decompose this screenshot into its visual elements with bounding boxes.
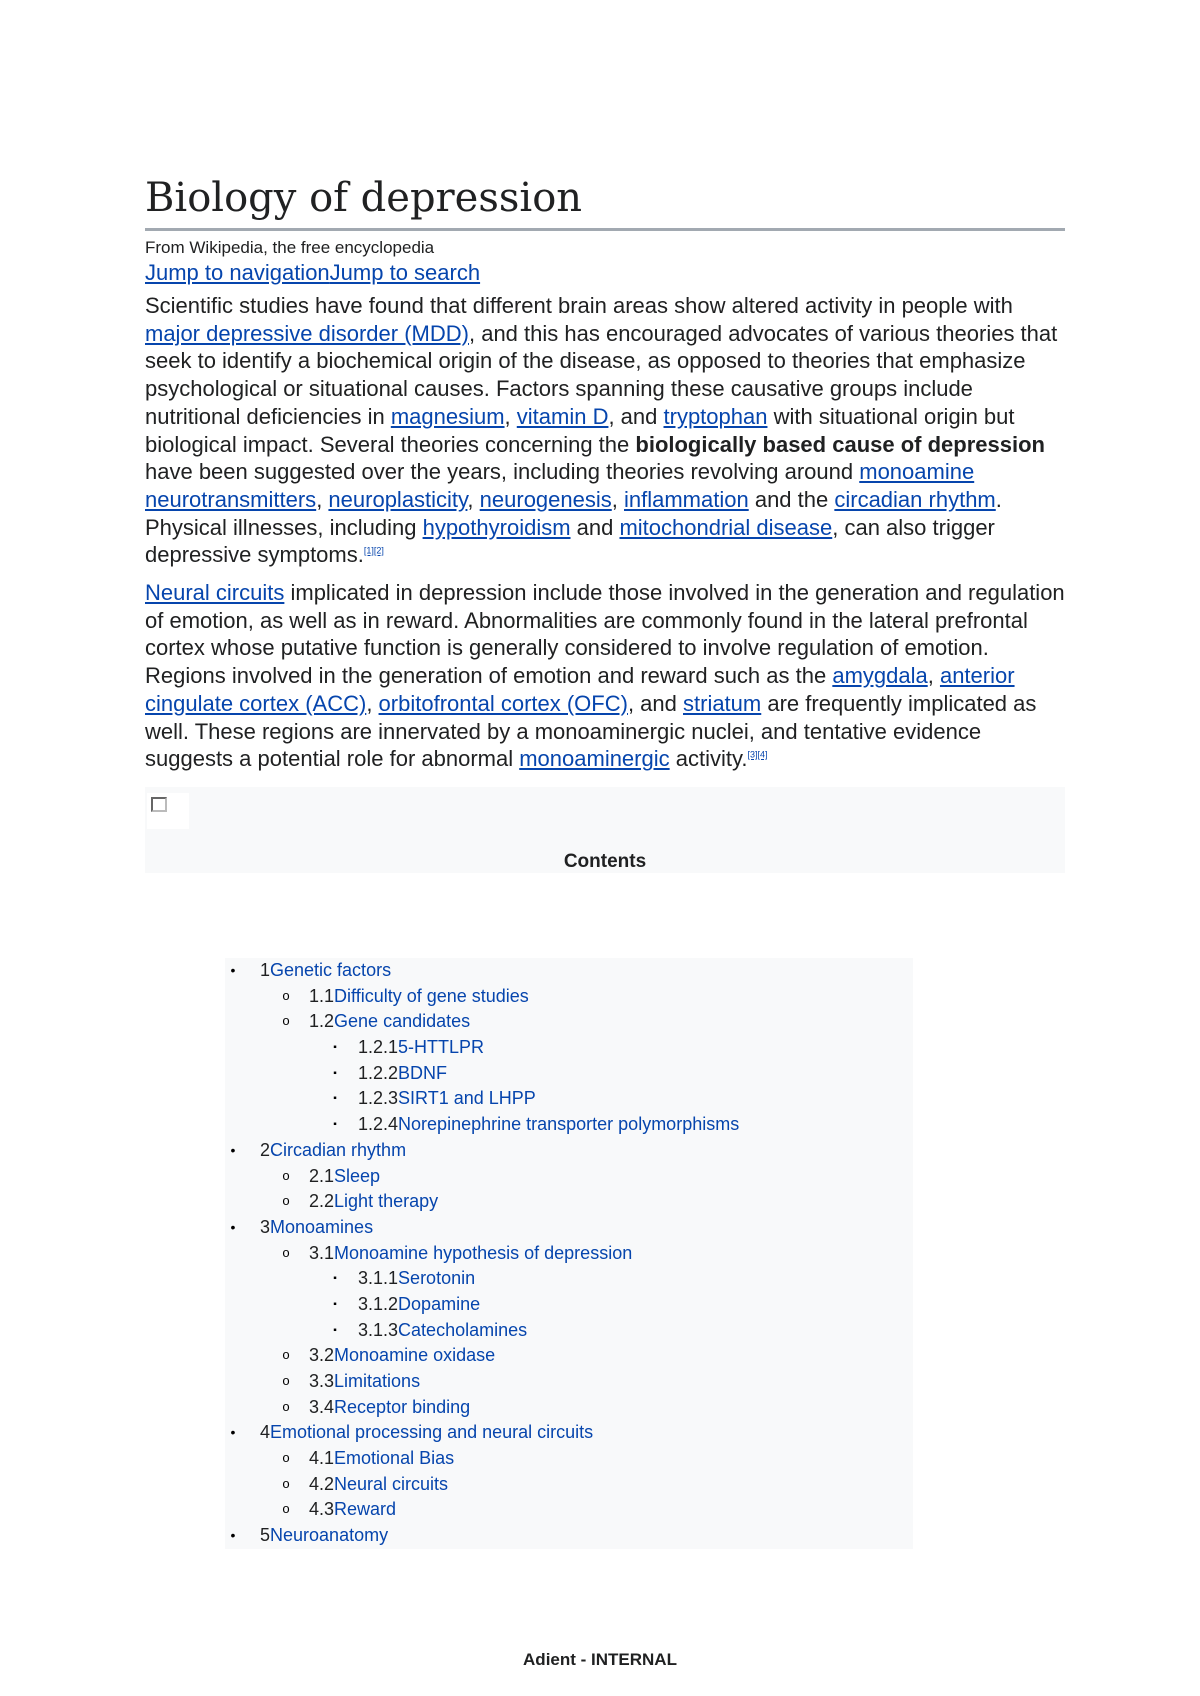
jump-to-navigation-link[interactable]: Jump to navigation: [145, 260, 330, 285]
toc-item-number: 2.2: [309, 1191, 335, 1212]
toc-bullet-icon: o: [282, 1374, 290, 1389]
toc-bullet-icon: o: [282, 1348, 290, 1364]
link-hypothyroidism[interactable]: hypothyroidism: [422, 514, 571, 540]
toc-item[interactable]: [225, 1009, 913, 1035]
toc-item-link[interactable]: SIRT1 and LHPP: [398, 1088, 536, 1109]
toc-item-number: 3.3: [309, 1371, 335, 1391]
toc-item-link[interactable]: Norepinephrine transporter polymorphisms: [398, 1114, 740, 1135]
toc-item-link[interactable]: Gene candidates: [334, 1011, 471, 1032]
toc-item-link[interactable]: Circadian rhythm: [270, 1139, 407, 1160]
toc-item-link[interactable]: 5-HTTLPR: [398, 1037, 485, 1058]
text: . Physical illnesses, including: [145, 486, 1002, 540]
toc-item-link[interactable]: Light therapy: [334, 1191, 439, 1212]
toc-item-link[interactable]: Catecholamines: [398, 1319, 528, 1340]
text: implicated in depression include those involved in the generation and regulation of emotion, as well as in reward. Abnormalities are commonly found in the lateral prefrontal cortex whose putative function is generally considered to involve regulation of emotion. Regions involved in the generation of emotion and reward such as the: [145, 580, 1065, 689]
article: [145, 170, 1065, 873]
toc-bullet-icon: ▪: [333, 1042, 337, 1054]
citation-link[interactable]: [3]: [747, 749, 758, 760]
text: ,: [611, 486, 624, 512]
toc-item[interactable]: [225, 1369, 913, 1395]
toc-bullet-icon: o: [282, 1168, 290, 1184]
toc-bullet-icon: •: [230, 962, 236, 978]
text: , and this has encouraged advocates of various theories that seek to identify a biochemical origin of the disease, as opposed to theories that emphasize psychological or situational causes. Factors spanning these causative groups include nutritional deficiencies in: [145, 320, 1058, 429]
toc-item-link[interactable]: Difficulty of gene studies: [334, 985, 529, 1006]
text: , and: [608, 403, 664, 429]
link-tryptophan[interactable]: tryptophan: [663, 403, 768, 429]
jump-to-search-link[interactable]: Jump to search: [329, 260, 481, 285]
toc-item[interactable]: [225, 1215, 913, 1241]
toc-item-link[interactable]: BDNF: [398, 1062, 448, 1083]
text: , and: [627, 690, 683, 716]
toc-item[interactable]: [225, 1497, 913, 1523]
citation-link[interactable]: [2]: [373, 546, 384, 556]
toc-bullet-icon: o: [282, 988, 290, 1004]
text: ,: [927, 663, 940, 689]
toc-item-number: 3: [260, 1216, 271, 1237]
toc-title: Contents: [563, 850, 647, 872]
citation: [364, 546, 384, 556]
toc-bullet-icon: •: [230, 1527, 236, 1544]
text: and the: [748, 486, 835, 512]
link-neurogenesis[interactable]: neurogenesis: [479, 486, 612, 512]
toc-item-number: 4.1: [309, 1448, 335, 1469]
toc-item[interactable]: [225, 1138, 913, 1164]
toc-item-number: 1.2.3: [358, 1088, 399, 1109]
page-title: Biology of depression: [145, 170, 1065, 231]
text: with situational origin but biological impact. Several theories concerning the: [145, 403, 1015, 457]
classification-footer: Adient - INTERNAL: [523, 1650, 677, 1669]
link-mitochondrial-disease[interactable]: mitochondrial disease: [619, 514, 833, 540]
toc-toggle-area: [147, 793, 189, 829]
intro-paragraph: [145, 292, 1065, 569]
toc-item-link[interactable]: Monoamine hypothesis of depression: [334, 1242, 633, 1263]
toc-item-link[interactable]: Monoamines: [270, 1216, 374, 1237]
toc-item[interactable]: [225, 1112, 913, 1138]
toc-item-number: 3.1.3: [358, 1319, 399, 1340]
text: ,: [316, 486, 329, 512]
toc-item-number: 2.1: [309, 1165, 335, 1186]
toc-header: [145, 787, 1065, 873]
jump-links: [145, 258, 1065, 288]
toc-item[interactable]: [225, 1446, 913, 1472]
toc-toggle-checkbox[interactable]: [151, 797, 167, 812]
toc-item-number: 3.1: [309, 1242, 335, 1263]
link-orbitofrontal-cortex[interactable]: orbitofrontal cortex (OFC): [378, 690, 628, 716]
toc-bullet-icon: o: [282, 1399, 290, 1415]
toc-item-link[interactable]: Limitations: [334, 1371, 421, 1391]
citation: [747, 750, 767, 760]
toc-item[interactable]: [225, 1164, 913, 1190]
toc-item-number: 2: [260, 1139, 271, 1160]
toc-item-link[interactable]: Sleep: [334, 1165, 381, 1186]
link-striatum[interactable]: striatum: [683, 690, 762, 716]
link-monoamine-neurotransmitters[interactable]: monoamine neurotransmitters: [145, 459, 975, 512]
toc-item[interactable]: [225, 1189, 913, 1215]
text: , can also trigger depressive symptoms.: [145, 514, 995, 568]
toc-bullet-icon: ▪: [333, 1093, 337, 1105]
toc-bullet-icon: o: [282, 1476, 290, 1492]
toc-bullet-icon: o: [282, 1014, 290, 1030]
toc-bullet-icon: o: [282, 1245, 290, 1261]
text: ,: [504, 403, 517, 429]
link-monoaminergic[interactable]: monoaminergic: [519, 746, 670, 772]
toc-bullet-icon: ▪: [333, 1298, 337, 1310]
text: ,: [467, 486, 480, 512]
toc-list: [225, 958, 913, 1549]
text: ,: [366, 690, 379, 716]
link-vitamin-d[interactable]: vitamin D: [516, 403, 609, 429]
toc-bullet-icon: ▪: [333, 1067, 337, 1079]
toc-item-link[interactable]: Monoamine oxidase: [334, 1345, 496, 1366]
toc-item-number: 1.1: [309, 985, 335, 1006]
toc-item-number: 3.1.1: [358, 1268, 399, 1289]
toc-bullet-icon: ▪: [333, 1273, 337, 1285]
toc-bullet-icon: ▪: [333, 1324, 337, 1336]
toc-item[interactable]: [225, 984, 913, 1010]
toc-item-link[interactable]: Receptor binding: [334, 1396, 471, 1417]
toc-item[interactable]: [225, 958, 913, 984]
toc-item-link[interactable]: Genetic factors: [270, 960, 392, 980]
link-magnesium[interactable]: magnesium: [390, 403, 505, 429]
toc-bullet-icon: ▪: [333, 1119, 337, 1131]
text: have been suggested over the years, including theories revolving around: [145, 459, 860, 485]
toc-item[interactable]: [225, 1343, 913, 1369]
toc-item[interactable]: [225, 1035, 913, 1061]
neural-circuits-paragraph: [145, 579, 1065, 773]
toc-item[interactable]: [225, 1395, 913, 1421]
toc-item-link[interactable]: Neuroanatomy: [270, 1525, 389, 1546]
text: activity.: [669, 746, 748, 772]
toc-item[interactable]: [225, 1086, 913, 1112]
link-major-depressive-disorder[interactable]: major depressive disorder (MDD): [145, 320, 469, 346]
toc-item-link[interactable]: Neural circuits: [334, 1473, 449, 1494]
toc-bullet-icon: o: [282, 1451, 290, 1467]
toc-bullet-icon: •: [230, 1218, 236, 1235]
link-anterior-cingulate-cortex[interactable]: anterior cingulate cortex (ACC): [145, 663, 1015, 716]
link-circadian-rhythm[interactable]: circadian rhythm: [834, 486, 996, 512]
link-neuroplasticity[interactable]: neuroplasticity: [328, 486, 468, 512]
toc-item-number: 4: [260, 1422, 271, 1443]
toc-item-link[interactable]: Dopamine: [398, 1293, 481, 1314]
citation-link[interactable]: [1]: [363, 546, 374, 556]
toc-item[interactable]: [225, 1420, 913, 1446]
toc-bullet-icon: •: [230, 1424, 236, 1441]
toc-item[interactable]: [225, 1061, 913, 1087]
toc-item-number: 1.2.4: [358, 1114, 399, 1135]
toc-bullet-icon: o: [282, 1194, 290, 1210]
bold-term: biologically based cause of depression: [635, 431, 1045, 457]
toc-item[interactable]: [225, 1292, 913, 1318]
toc-item-number: 3.4: [309, 1396, 335, 1417]
toc-bullet-icon: o: [282, 1502, 290, 1518]
toc-item-link[interactable]: Emotional processing and neural circuits: [270, 1422, 594, 1443]
text: are frequently implicated as well. These regions are innervated by a monoaminergic nuclei, and tentative evidence suggests a potential role for abnormal: [145, 690, 1037, 772]
toc-item-number: 1.2.2: [358, 1062, 399, 1083]
link-inflammation[interactable]: inflammation: [624, 486, 749, 512]
toc-item-number: 4.3: [309, 1499, 335, 1520]
toc-item-number: 1: [260, 960, 271, 980]
site-subtitle: From Wikipedia, the free encyclopedia: [145, 238, 435, 257]
toc-bullet-icon: •: [230, 1141, 236, 1158]
toc-item[interactable]: [225, 1318, 913, 1344]
toc-item-number: 1.2.1: [358, 1037, 399, 1058]
toc-item[interactable]: [225, 1266, 913, 1292]
link-neural-circuits[interactable]: Neural circuits: [145, 580, 285, 606]
toc-item-number: 5: [260, 1525, 271, 1546]
toc-item-number: 4.2: [309, 1473, 335, 1494]
citation-link[interactable]: [4]: [757, 749, 768, 760]
toc-item-link[interactable]: Reward: [334, 1499, 397, 1520]
link-amygdala[interactable]: amygdala: [832, 663, 928, 689]
toc-item-number: 1.2: [309, 1011, 335, 1032]
toc-item-number: 3.1.2: [358, 1293, 399, 1314]
toc-item-link[interactable]: Serotonin: [398, 1268, 476, 1289]
toc-item[interactable]: [225, 1241, 913, 1267]
toc-item-number: 3.2: [309, 1345, 335, 1366]
text: and: [570, 514, 620, 540]
toc-item-link[interactable]: Emotional Bias: [334, 1448, 455, 1469]
toc-item[interactable]: [225, 1472, 913, 1498]
text: Scientific studies have found that different brain areas show altered activity in people with: [145, 293, 1013, 318]
toc-item[interactable]: [225, 1523, 913, 1549]
